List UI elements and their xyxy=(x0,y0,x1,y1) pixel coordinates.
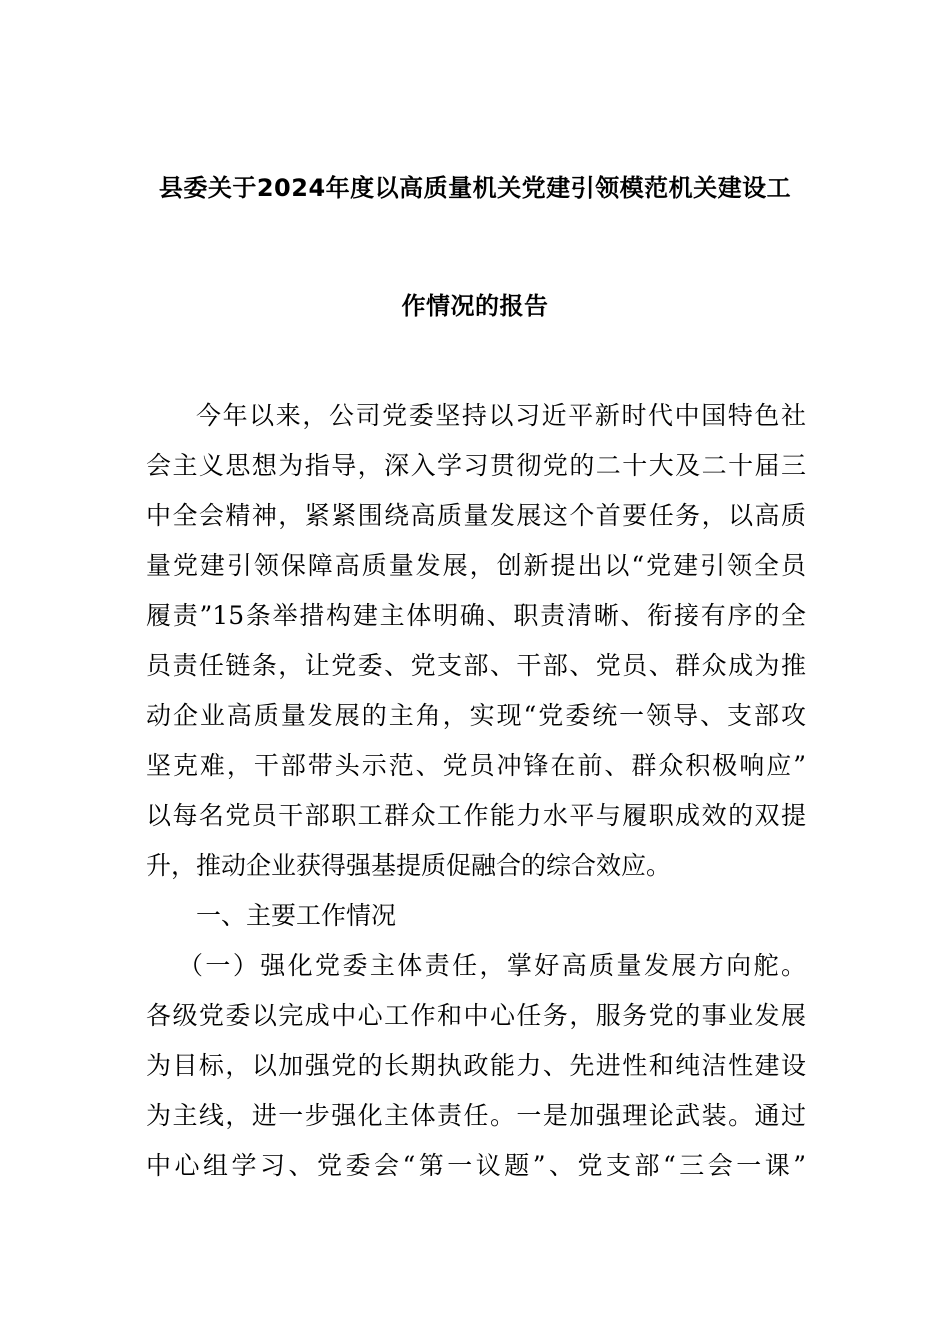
paragraph-intro-line: 坚克难，干部带头示范、党员冲锋在前、群众积极响应” xyxy=(146,751,806,780)
report-title-line-1: 县委关于2024年度以高质量机关党建引领模范机关建设工 xyxy=(158,174,792,202)
section-heading: 一、主要工作情况 xyxy=(196,901,397,930)
paragraph-line: 为目标，以加强党的长期执政能力、先进性和纯洁性建设 xyxy=(146,1051,806,1080)
paragraph-intro-line: 以每名党员干部职工群众工作能力水平与履职成效的双提 xyxy=(146,801,806,830)
paragraph-line: 中心组学习、党委会“第一议题”、党支部“三会一课” xyxy=(146,1151,806,1180)
report-title-line-2: 作情况的报告 xyxy=(401,292,549,320)
report-body xyxy=(146,396,806,1196)
paragraph-intro-line: 量党建引领保障高质量发展，创新提出以“党建引领全员 xyxy=(146,551,806,580)
paragraph-intro-line: 中全会精神，紧紧围绕高质量发展这个首要任务，以高质 xyxy=(146,501,806,530)
subsection-heading: （一）强化党委主体责任，掌好高质量发展方向舵。 xyxy=(178,951,806,980)
paragraph-intro-line: 会主义思想为指导，深入学习贯彻党的二十大及二十届三 xyxy=(146,451,806,480)
paragraph-intro-line: 今年以来，公司党委坚持以习近平新时代中国特色社 xyxy=(196,401,806,430)
paragraph-intro-line: 动企业高质量发展的主角，实现“党委统一领导、支部攻 xyxy=(146,701,806,730)
paragraph-line: 各级党委以完成中心工作和中心任务，服务党的事业发展 xyxy=(146,1001,806,1030)
paragraph-intro-line: 升，推动企业获得强基提质促融合的综合效应。 xyxy=(146,851,672,880)
paragraph-line: 为主线，进一步强化主体责任。一是加强理论武装。通过 xyxy=(146,1101,806,1130)
paragraph-intro-line: 员责任链条，让党委、党支部、干部、党员、群众成为推 xyxy=(146,651,806,680)
paragraph-intro-line: 履责”15条举措构建主体明确、职责清晰、衔接有序的全 xyxy=(146,601,806,630)
